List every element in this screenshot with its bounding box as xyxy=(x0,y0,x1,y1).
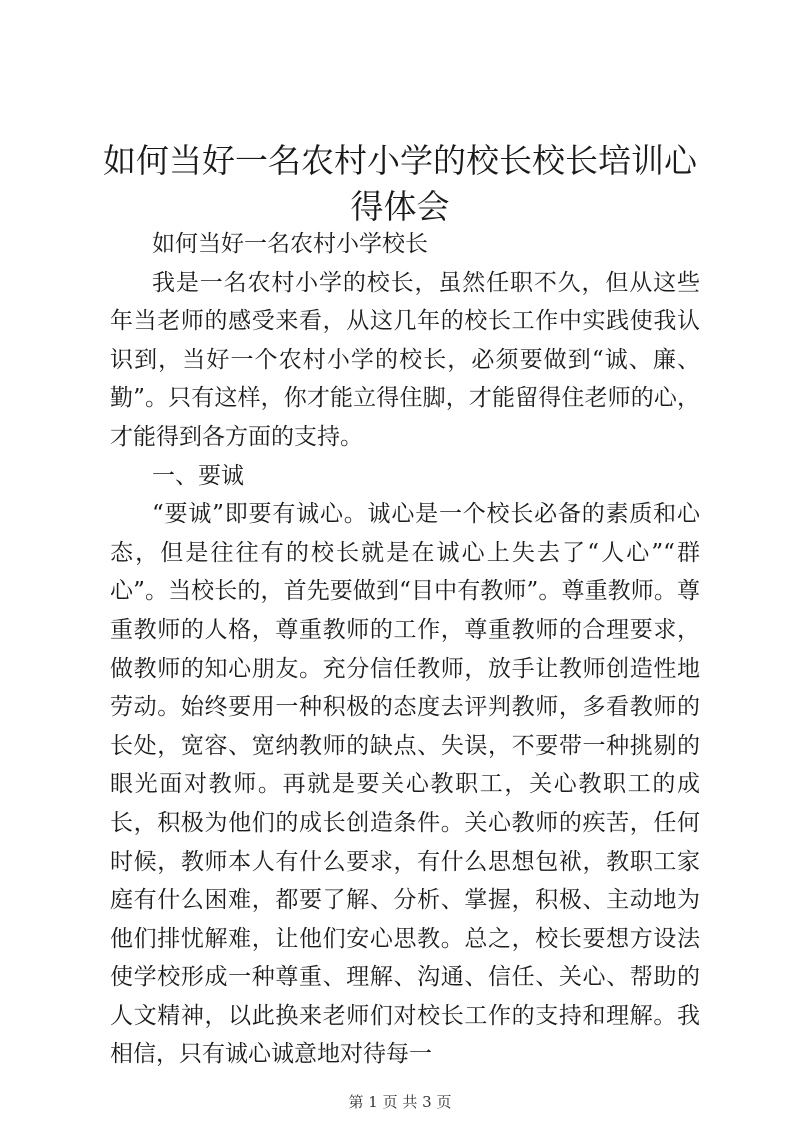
subtitle-paragraph: 如何当好一名农村小学校长 xyxy=(152,231,428,257)
document-title: 如何当好一名农村小学的校长校长培训心得体会 xyxy=(103,141,697,226)
document-body xyxy=(110,225,700,1074)
intro-paragraph: 我是一名农村小学的校长，虽然任职不久，但从这些年当老师的感受来看，从这几年的校长工作中实践使我认识到，当好一个农村小学的校长，必须要做到“诚、廉、勤”。只有这样，你才能立得住脚，才能留得住老师的心，才能得到各方面的支持。 xyxy=(110,269,700,450)
page-footer: 第 1 页 共 3 页 xyxy=(348,1093,452,1111)
section-heading: 一、要诚 xyxy=(152,462,244,489)
section-paragraph: “要诚”即要有诚心。诚心是一个校长必备的素质和心态，但是往往有的校长就是在诚心上失去了“人心”“群心”。当校长的，首先要做到“目中有教师”。尊重教师。尊重教师的人格，尊重教师的工作，尊重教师的合理要求，做教师的知心朋友。充分信任教师，放手让教师创造性地劳动。始终要用一种积极的态度去评判教师，多看教师的长处，宽容、宽纳教师的缺点、失误，不要带一种挑剔的眼光面对教师。再就是要关心教职工，关心教职工的成长，积极为他们的成长创造条件。关心教师的疾苦，任何时候，教师本人有什么要求，有什么思想包袱，教职工家庭有什么困难，都要了解、分析、掌握，积极、主动地为他们排忧解难，让他们安心思教。总之，校长要想方设法使学校形成一种尊重、理解、沟通、信任、关心、帮助的人文精神，以此换来老师们对校长工作的支持和理解。我相信，只有诚心诚意地对待每一 xyxy=(110,501,700,1068)
